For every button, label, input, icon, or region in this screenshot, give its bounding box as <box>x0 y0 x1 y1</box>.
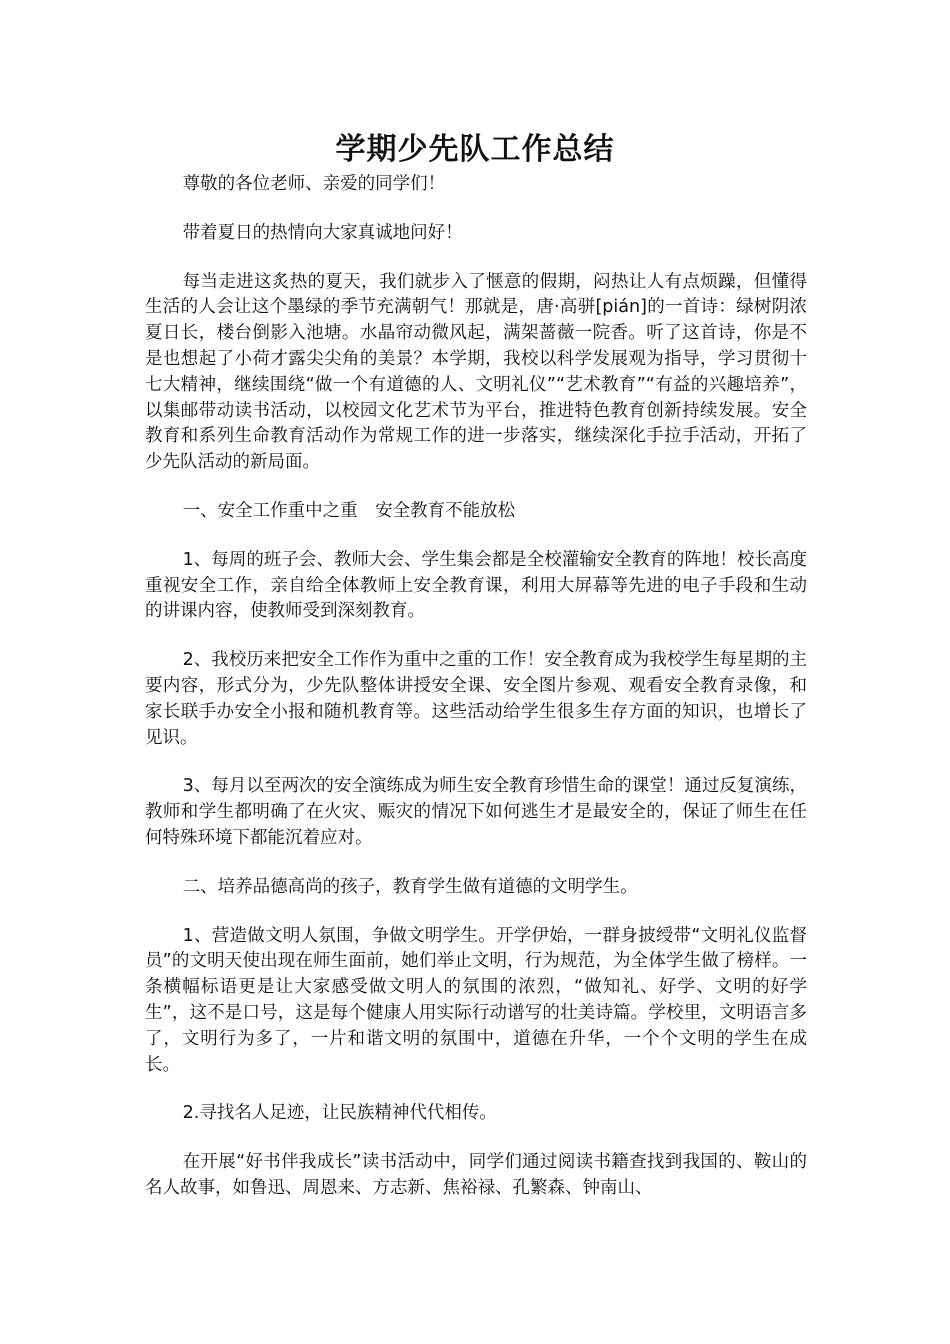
section-heading: 一、安全工作重中之重 安全教育不能放松 <box>182 500 516 521</box>
greeting-paragraph: 尊敬的各位老师、亲爱的同学们！ <box>182 174 446 194</box>
document-body <box>145 172 807 1225</box>
body-paragraph: 1、每周的班子会、教师大会、学生集会都是全校灌输安全教育的阵地！校长高度重视安全工作，亲自给全体教师上安全教育课，利用大屏幕等先进的电子手段和生动的讲课内容，使教师受到深刻教育。 <box>145 549 807 622</box>
body-paragraph: 2、我校历来把安全工作作为重中之重的工作！安全教育成为我校学生每星期的主要内容，形式分为，少先队整体讲授安全课、安全图片参观、观看安全教育录像，和家长联手办安全小报和随机教育等。这些活动给学生很多生存方面的知识，也增长了见识。 <box>145 650 807 748</box>
subsection-heading: 2.寻找名人足迹，让民族精神代代相传。 <box>182 1103 497 1124</box>
body-paragraph: 3、每月以至两次的安全演练成为师生安全教育珍惜生命的课堂！通过反复演练，教师和学生都明确了在火灾、赈灾的情况下如何逃生才是最安全的，保证了师生在任何特殊环境下都能沉着应对。 <box>145 776 807 848</box>
intro-paragraph: 每当走进这炙热的夏天，我们就步入了惬意的假期，闷热让人有点烦躁，但懂得生活的人会让这个墨绿的季节充满朝气！那就是，唐·高骈[pián]的一首诗：绿树阴浓夏日长，楼台倒影入池塘。水晶帘动微风起，满架蔷薇一院香。听了这首诗，你是不是也想起了小荷才露尖尖角的美景？本学期，我校以科学发展观为指导，学习贯彻十七大精神，继续围绕“做一个有道德的人、文明礼仪”“艺术教育”“有益的兴趣培养”，以集邮带动读书活动，以校园文化艺术节为平台，推进特色教育创新持续发展。安全教育和系列生命教育活动作为常规工作的进一步落实，继续深化手拉手活动，开拓了少先队活动的新局面。 <box>145 271 807 473</box>
greeting-paragraph: 带着夏日的热情向大家真诚地问好！ <box>182 222 463 243</box>
section-heading: 二、培养品德高尚的孩子，教育学生做有道德的文明学生。 <box>182 876 638 897</box>
body-paragraph: 在开展“好书伴我成长”读书活动中，同学们通过阅读书籍查找到我国的、鞍山的名人故事，如鲁迅、周恩来、方志新、焦裕禄、孔繁森、钟南山、 <box>145 1152 807 1198</box>
document-title: 学期少先队工作总结 <box>335 132 615 167</box>
body-paragraph: 1、营造做文明人氛围，争做文明学生。开学伊始，一群身披绶带“文明礼仪监督员”的文明天使出现在师生面前，她们举止文明，行为规范，为全体学生做了榜样。一条横幅标语更是让大家感受做文明人的氛围的浓烈，“做知礼、好学、文明的好学生”，这不是口号，这是每个健康人用实际行动谱写的壮美诗篇。学校里，文明语言多了，文明行为多了，一片和谐文明的氛围中，道德在升华，一个个文明的学生在成长。 <box>145 925 807 1075</box>
